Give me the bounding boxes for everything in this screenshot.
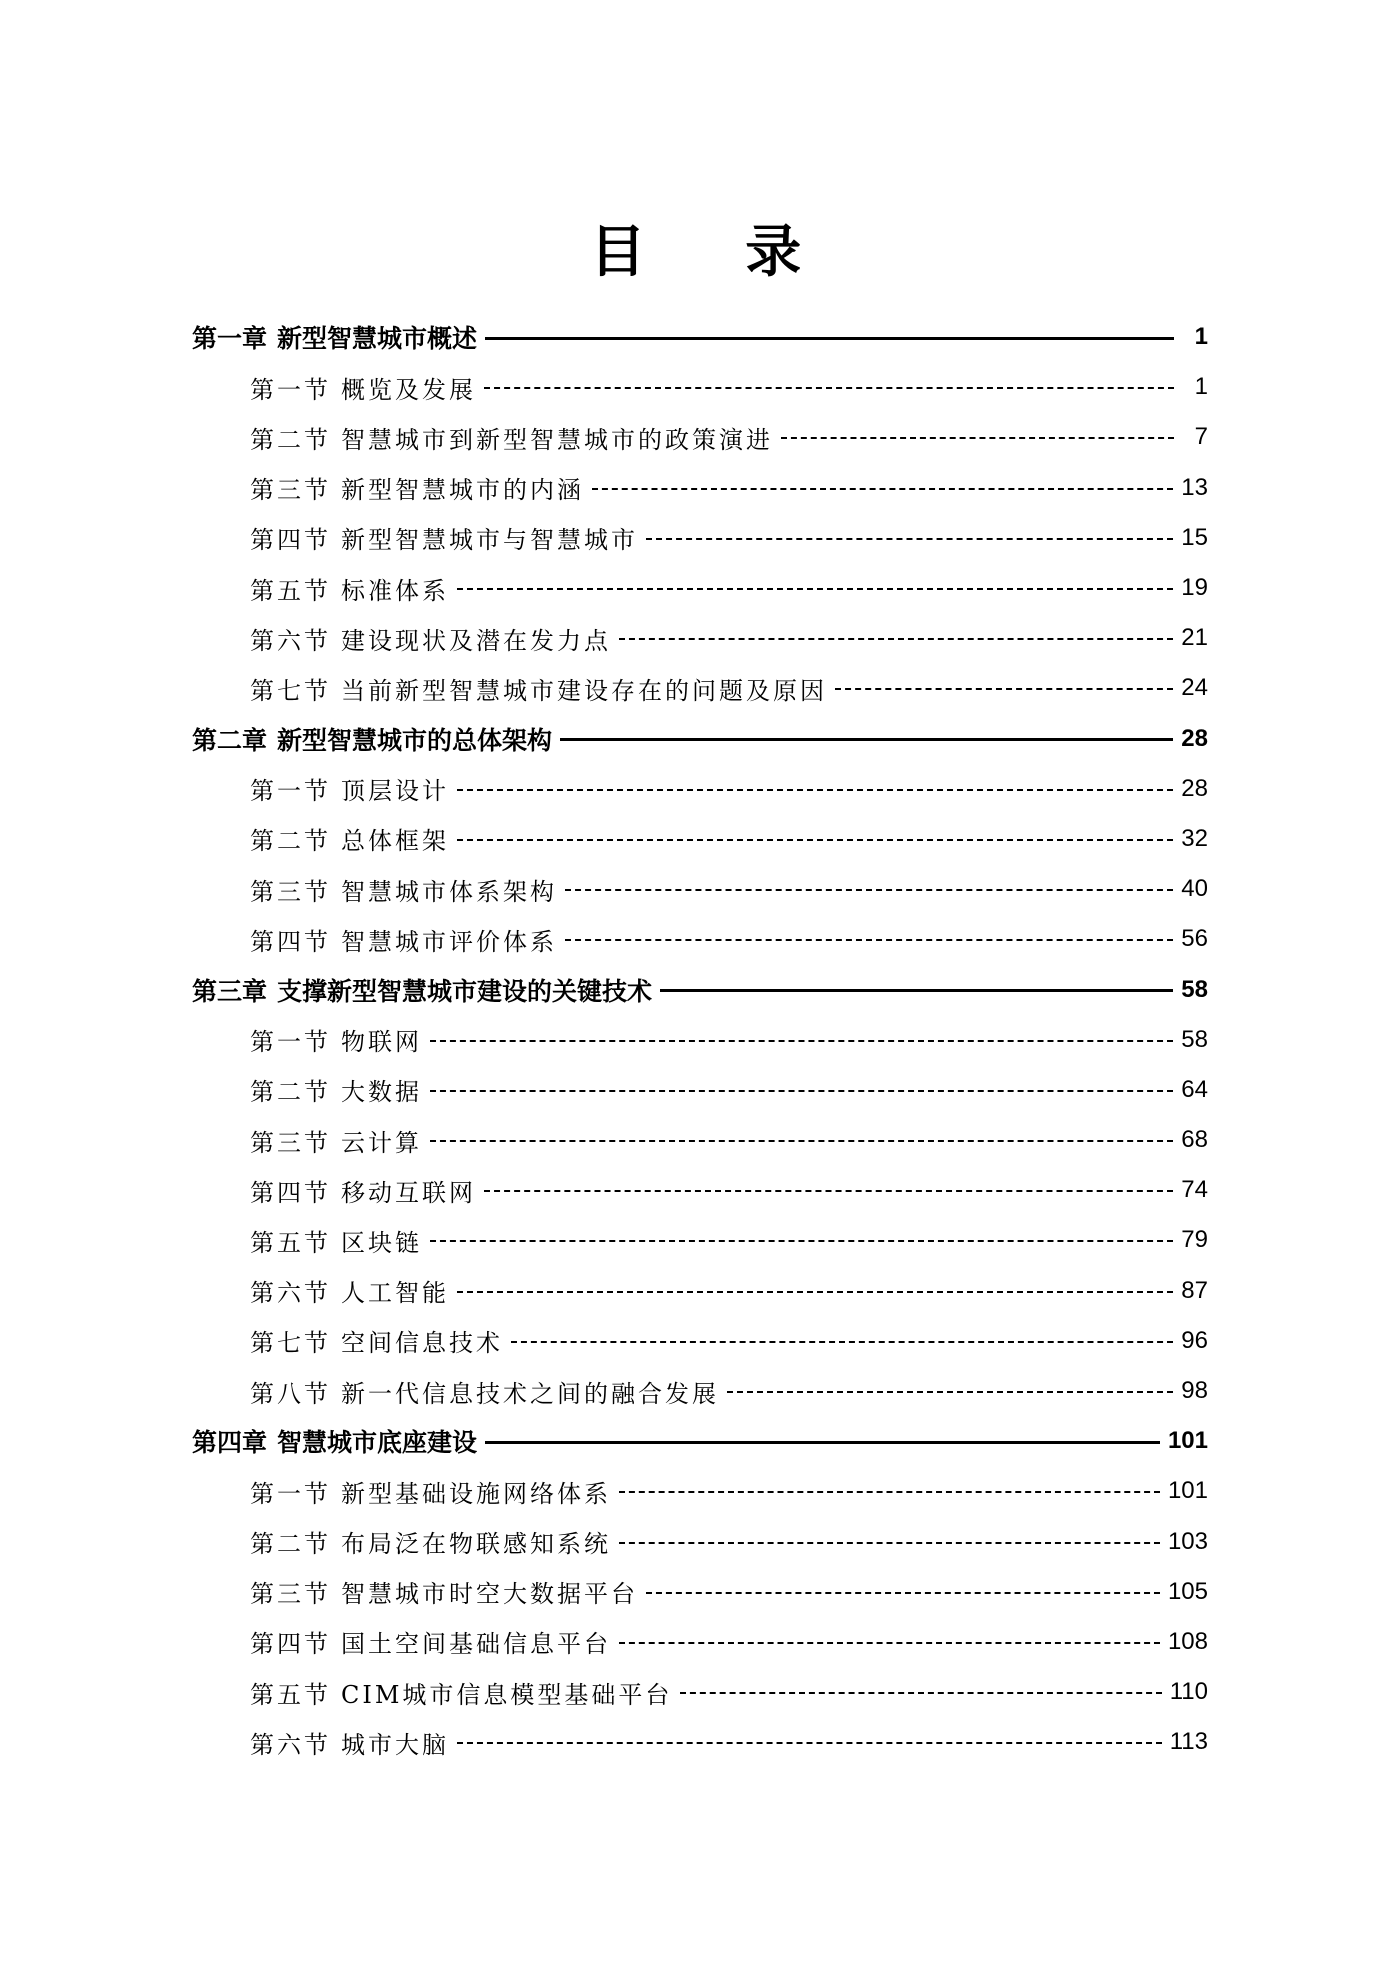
dot-leader <box>565 889 1173 891</box>
section-number: 第三节 <box>250 877 331 906</box>
section-number: 第四节 <box>250 1630 331 1659</box>
section-title: 新型智慧城市的内涵 <box>341 476 584 505</box>
dot-leader <box>646 1592 1160 1594</box>
section-number: 第七节 <box>250 676 331 705</box>
dot-leader <box>457 1742 1162 1744</box>
chapter-title: 新型智慧城市概述 <box>277 324 478 354</box>
section-title: 智慧城市体系架构 <box>341 877 557 906</box>
section-title: CIM城市信息模型基础平台 <box>341 1680 673 1709</box>
toc-chapter-entry[interactable] <box>192 964 1208 1014</box>
section-title: 区块链 <box>341 1228 422 1257</box>
page-number: 58 <box>1181 975 1208 1003</box>
chapter-title: 支撑新型智慧城市建设的关键技术 <box>277 976 653 1006</box>
page-number: 68 <box>1181 1126 1208 1154</box>
page-number: 32 <box>1181 824 1208 852</box>
section-title: 城市大脑 <box>341 1730 449 1759</box>
dot-leader <box>835 688 1173 690</box>
page-number: 1 <box>1194 373 1208 401</box>
section-title: 总体框架 <box>341 827 449 856</box>
chapter-number: 第四章 <box>192 1428 268 1458</box>
dot-leader <box>430 1140 1173 1142</box>
page-number: 13 <box>1181 473 1208 501</box>
toc-section-entry[interactable] <box>192 1115 1208 1165</box>
toc-section-entry[interactable] <box>192 463 1208 513</box>
page-number: 79 <box>1181 1226 1208 1254</box>
section-title: 建设现状及潜在发力点 <box>341 626 611 655</box>
section-number: 第二节 <box>250 1530 331 1559</box>
section-title: 新型基础设施网络体系 <box>341 1479 611 1508</box>
page-number: 64 <box>1181 1075 1208 1103</box>
section-title: 智慧城市时空大数据平台 <box>341 1580 638 1609</box>
page-number: 74 <box>1181 1176 1208 1204</box>
section-title: 新一代信息技术之间的融合发展 <box>341 1379 719 1408</box>
section-title: 新型智慧城市与智慧城市 <box>341 526 638 555</box>
table-of-contents <box>192 312 1208 1767</box>
dot-leader <box>457 588 1173 590</box>
section-title: 标准体系 <box>341 576 449 605</box>
toc-section-entry[interactable] <box>192 1316 1208 1366</box>
section-number: 第三节 <box>250 476 331 505</box>
section-number: 第七节 <box>250 1329 331 1358</box>
page-number: 96 <box>1181 1326 1208 1354</box>
toc-chapter-entry[interactable] <box>192 714 1208 764</box>
dot-leader <box>430 1240 1173 1242</box>
chapter-number: 第二章 <box>192 725 268 755</box>
section-number: 第一节 <box>250 375 331 404</box>
section-number: 第三节 <box>250 1580 331 1609</box>
page-number: 110 <box>1169 1678 1208 1706</box>
toc-section-entry[interactable] <box>192 1717 1208 1767</box>
section-title: 国土空间基础信息平台 <box>341 1630 611 1659</box>
dot-leader <box>727 1391 1173 1393</box>
page-number: 28 <box>1181 774 1208 802</box>
dot-leader <box>484 387 1174 389</box>
dot-leader <box>565 939 1173 941</box>
toc-section-entry[interactable] <box>192 1667 1208 1717</box>
toc-section-entry[interactable] <box>192 1617 1208 1667</box>
dot-leader <box>560 738 1173 741</box>
toc-section-entry[interactable] <box>192 663 1208 713</box>
dot-leader <box>619 638 1173 640</box>
dot-leader <box>619 1642 1160 1644</box>
toc-section-entry[interactable] <box>192 1517 1208 1567</box>
section-title: 当前新型智慧城市建设存在的问题及原因 <box>341 676 827 705</box>
page-number: 108 <box>1167 1627 1208 1655</box>
section-number: 第五节 <box>250 576 331 605</box>
section-title: 物联网 <box>341 1028 422 1057</box>
dot-leader <box>485 1441 1160 1444</box>
section-title: 云计算 <box>341 1128 422 1157</box>
page-number: 103 <box>1167 1527 1208 1555</box>
page-number: 19 <box>1181 574 1208 602</box>
page-number: 58 <box>1181 1025 1208 1053</box>
toc-section-entry[interactable] <box>192 814 1208 864</box>
toc-section-entry[interactable] <box>192 764 1208 814</box>
section-number: 第四节 <box>250 1178 331 1207</box>
page-number: 101 <box>1167 1427 1208 1455</box>
toc-section-entry[interactable] <box>192 412 1208 462</box>
toc-section-entry[interactable] <box>192 613 1208 663</box>
dot-leader <box>484 1190 1173 1192</box>
toc-section-entry[interactable] <box>192 1266 1208 1316</box>
toc-section-entry[interactable] <box>192 1015 1208 1065</box>
toc-section-entry[interactable] <box>192 1215 1208 1265</box>
section-number: 第三节 <box>250 1128 331 1157</box>
toc-section-entry[interactable] <box>192 1567 1208 1617</box>
toc-heading: 目 录 <box>589 219 842 285</box>
page-number: 56 <box>1181 925 1208 953</box>
dot-leader <box>430 1090 1173 1092</box>
chapter-title: 智慧城市底座建设 <box>277 1428 478 1458</box>
page-number: 40 <box>1181 875 1208 903</box>
section-title: 智慧城市到新型智慧城市的政策演进 <box>341 425 773 454</box>
page-number: 101 <box>1167 1477 1208 1505</box>
page-number: 24 <box>1181 674 1208 702</box>
section-title: 人工智能 <box>341 1279 449 1308</box>
section-title: 移动互联网 <box>341 1178 476 1207</box>
page-number: 1 <box>1194 323 1208 351</box>
section-number: 第六节 <box>250 626 331 655</box>
section-title: 概览及发展 <box>341 375 476 404</box>
section-number: 第二节 <box>250 425 331 454</box>
dot-leader <box>680 1692 1161 1694</box>
page-number: 113 <box>1169 1728 1208 1756</box>
section-number: 第五节 <box>250 1228 331 1257</box>
dot-leader <box>457 789 1173 791</box>
section-title: 布局泛在物联感知系统 <box>341 1530 611 1559</box>
toc-chapter-entry[interactable] <box>192 312 1208 362</box>
section-number: 第六节 <box>250 1730 331 1759</box>
page-number: 7 <box>1194 423 1208 451</box>
section-title: 智慧城市评价体系 <box>341 927 557 956</box>
toc-section-entry[interactable] <box>192 1065 1208 1115</box>
toc-section-entry[interactable] <box>192 1466 1208 1516</box>
section-number: 第二节 <box>250 1078 331 1107</box>
dot-leader <box>646 538 1173 540</box>
chapter-title: 新型智慧城市的总体架构 <box>277 725 553 755</box>
section-title: 空间信息技术 <box>341 1329 503 1358</box>
section-number: 第一节 <box>250 1479 331 1508</box>
section-number: 第二节 <box>250 827 331 856</box>
section-number: 第五节 <box>250 1680 331 1709</box>
section-number: 第四节 <box>250 526 331 555</box>
toc-section-entry[interactable] <box>192 513 1208 563</box>
toc-section-entry[interactable] <box>192 362 1208 412</box>
toc-section-entry[interactable] <box>192 914 1208 964</box>
dot-leader <box>457 1291 1173 1293</box>
toc-section-entry[interactable] <box>192 563 1208 613</box>
section-number: 第一节 <box>250 1028 331 1057</box>
page-number: 98 <box>1181 1377 1208 1405</box>
page-number: 105 <box>1167 1577 1208 1605</box>
page-number: 87 <box>1181 1276 1208 1304</box>
dot-leader <box>457 839 1173 841</box>
section-number: 第六节 <box>250 1279 331 1308</box>
chapter-number: 第一章 <box>192 324 268 354</box>
page-number: 21 <box>1181 624 1208 652</box>
dot-leader <box>619 1491 1160 1493</box>
dot-leader <box>619 1542 1160 1544</box>
dot-leader <box>511 1341 1173 1343</box>
page-number: 28 <box>1181 724 1208 752</box>
chapter-number: 第三章 <box>192 976 268 1006</box>
section-number: 第一节 <box>250 777 331 806</box>
dot-leader <box>781 437 1174 439</box>
section-title: 大数据 <box>341 1078 422 1107</box>
dot-leader <box>592 488 1173 490</box>
toc-section-entry[interactable] <box>192 864 1208 914</box>
dot-leader <box>485 337 1174 340</box>
toc-section-entry[interactable] <box>192 1165 1208 1215</box>
toc-chapter-entry[interactable] <box>192 1416 1208 1466</box>
page-number: 15 <box>1181 523 1208 551</box>
dot-leader <box>660 989 1173 992</box>
section-number: 第四节 <box>250 927 331 956</box>
dot-leader <box>430 1040 1173 1042</box>
section-number: 第八节 <box>250 1379 331 1408</box>
section-title: 顶层设计 <box>341 777 449 806</box>
toc-section-entry[interactable] <box>192 1366 1208 1416</box>
